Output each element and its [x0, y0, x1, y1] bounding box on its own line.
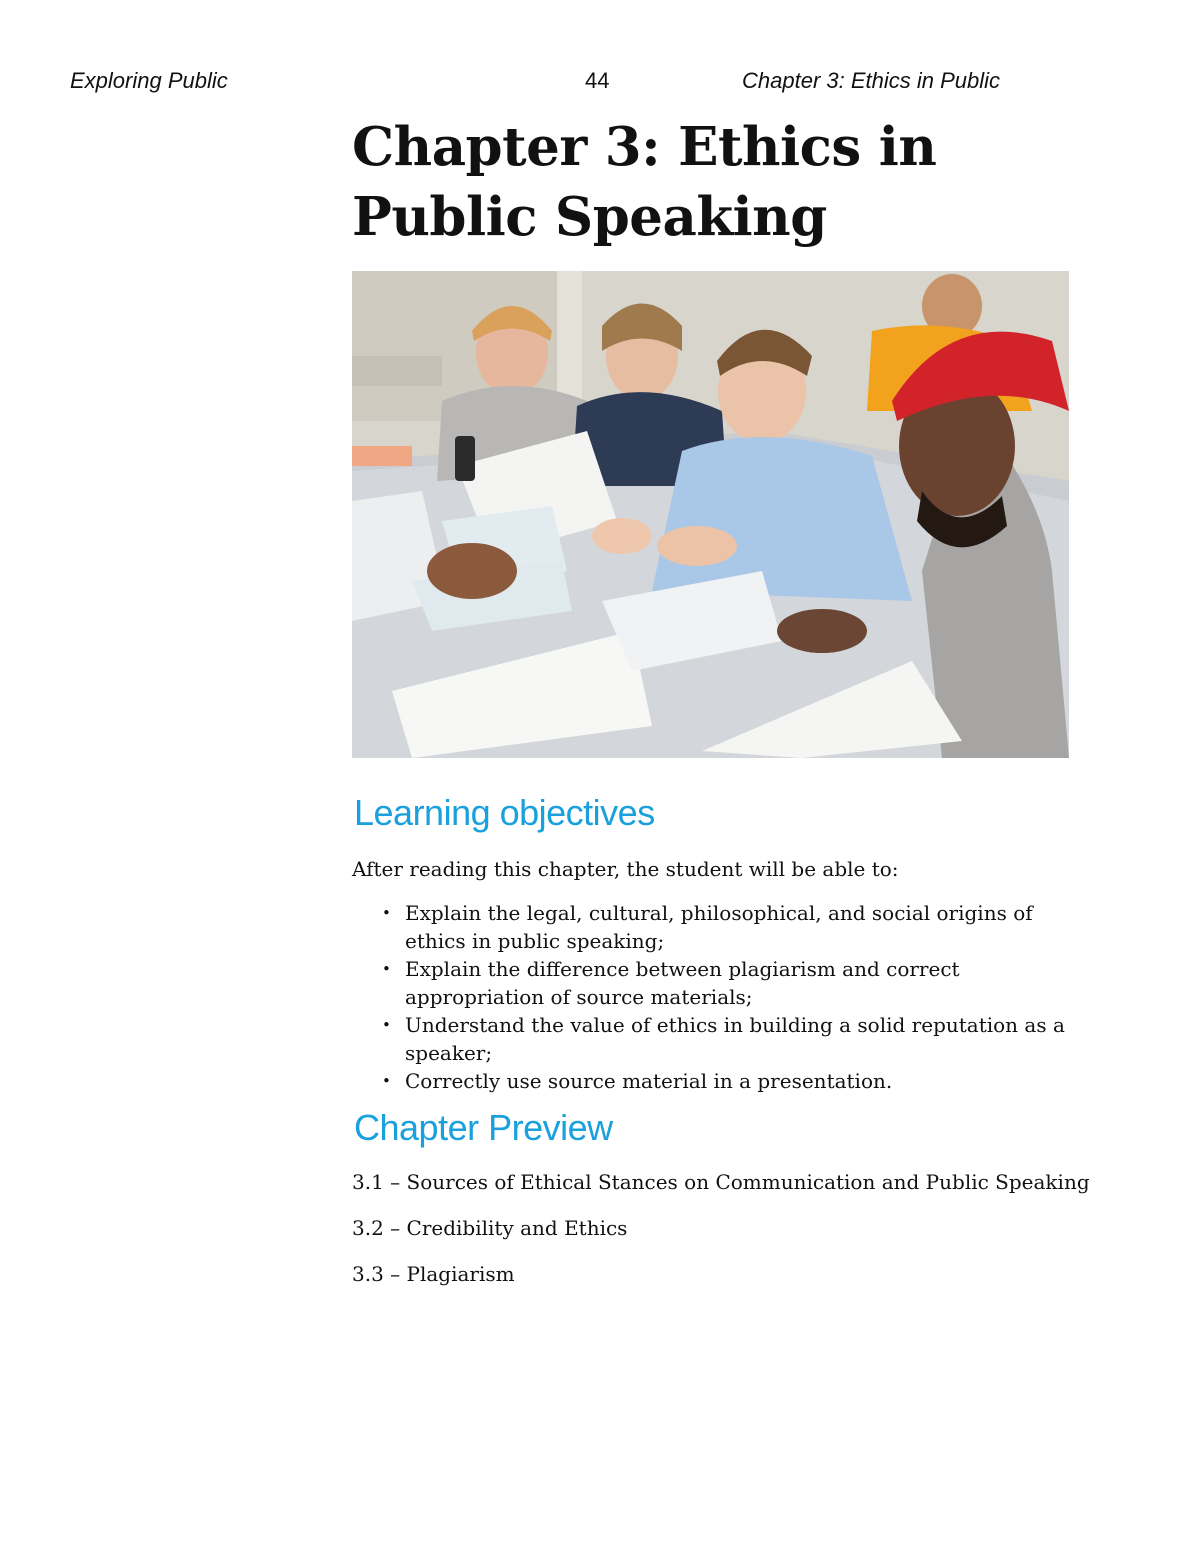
objective-line: Explain the legal, cultural, philosophical, and social origins of — [405, 901, 1033, 925]
list-item — [382, 1067, 1092, 1095]
chapter-title-block — [352, 112, 1132, 252]
objective-line: Explain the difference between plagiarism and correct — [405, 957, 960, 981]
learning-objectives-list — [382, 899, 1092, 1095]
objective-line: Understand the value of ethics in building a solid reputation as a — [405, 1013, 1065, 1037]
chapter-preview-heading: Chapter Preview — [354, 1107, 613, 1148]
learning-objectives-heading: Learning objectives — [354, 792, 655, 833]
header-book-title: Exploring Public — [70, 68, 228, 93]
objective-line: appropriation of source materials; — [405, 985, 753, 1009]
chapter-title-line-1: Chapter 3: Ethics in — [352, 116, 937, 178]
objective-line: speaker; — [405, 1041, 493, 1065]
preview-item-3-3: 3.3 – Plagiarism — [352, 1262, 515, 1286]
objective-line: ethics in public speaking; — [405, 929, 665, 953]
list-item — [382, 1011, 1092, 1067]
chapter-preview-list — [352, 1168, 1132, 1306]
chapter-title-line-2: Public Speaking — [352, 186, 827, 248]
chapter-title — [352, 112, 1132, 252]
classroom-photo-illustration — [352, 271, 1069, 758]
list-item — [382, 899, 1092, 955]
objective-line: Correctly use source material in a presentation. — [405, 1069, 893, 1093]
running-header — [0, 68, 1200, 102]
page-number: 44 — [585, 68, 610, 93]
preview-item-3-2: 3.2 – Credibility and Ethics — [352, 1216, 628, 1240]
learning-objectives-intro: After reading this chapter, the student will be able to: — [352, 857, 899, 881]
preview-item-3-1: 3.1 – Sources of Ethical Stances on Communication and Public Speaking — [352, 1170, 1090, 1194]
list-item — [382, 955, 1092, 1011]
header-chapter-title: Chapter 3: Ethics in Public — [742, 68, 1001, 93]
classroom-photo — [352, 271, 1069, 758]
